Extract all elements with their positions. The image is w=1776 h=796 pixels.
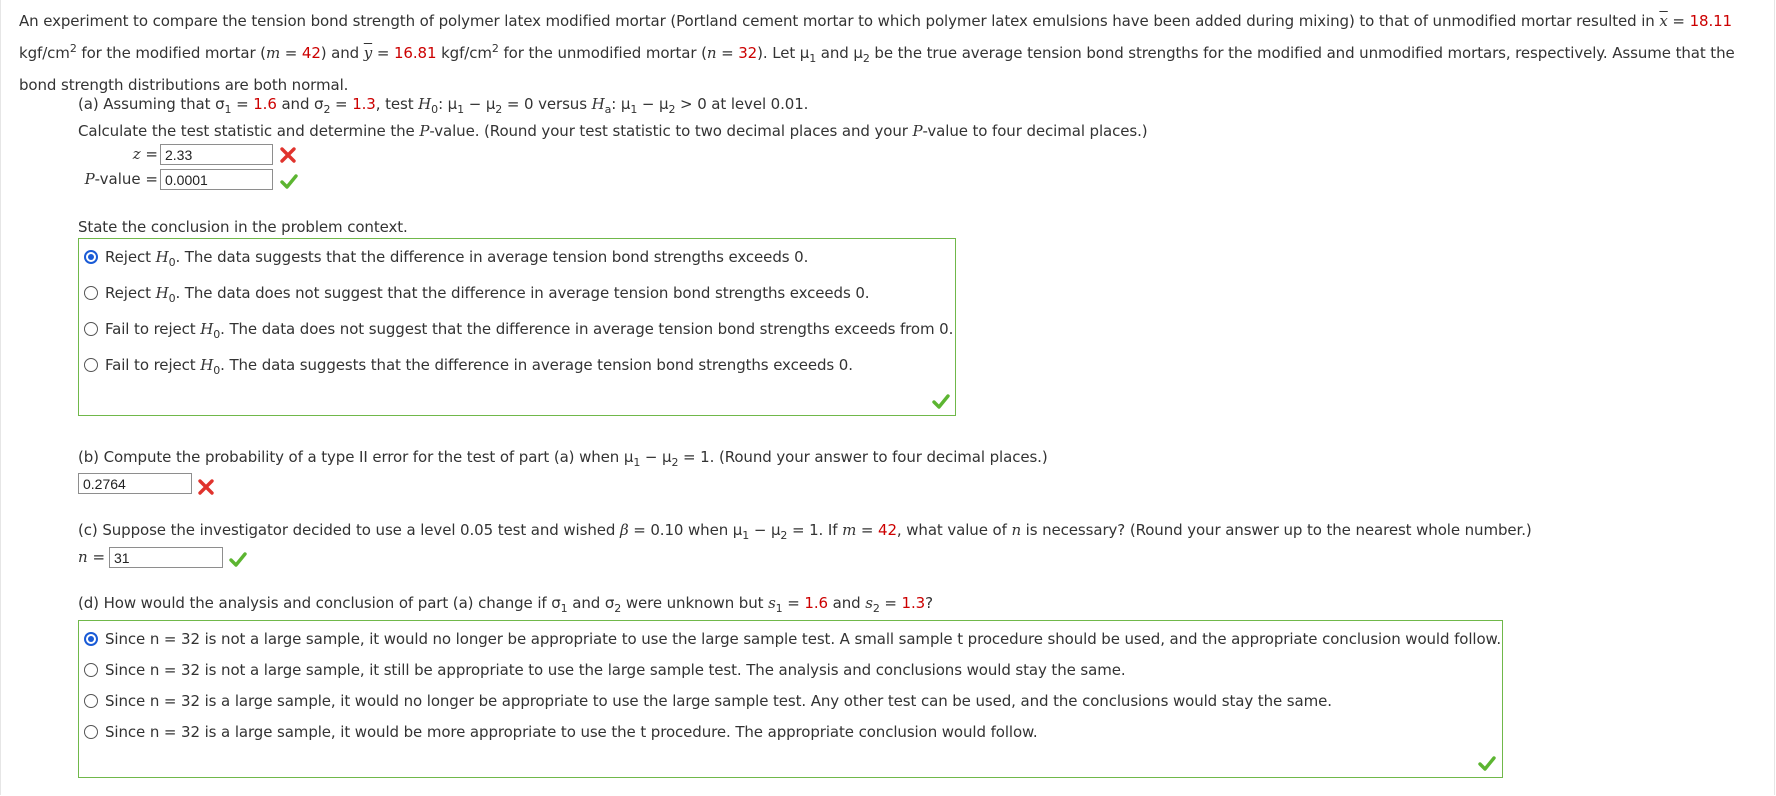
- z-input[interactable]: 2.33: [160, 144, 273, 165]
- conclusion-prompt: State the conclusion in the problem context.: [78, 218, 408, 236]
- radio[interactable]: [84, 358, 98, 372]
- part-d-option-1[interactable]: Since n = 32 is not a large sample, it would no longer be appropriate to use the large sample test. A small sample t procedure should be used, and the appropriate conclusion would follow.: [84, 630, 1501, 648]
- problem-statement: An experiment to compare the tension bond strength of polymer latex modified mortar (Portland cement mortar to which polymer latex emulsions have been added during mixing) to that of unmodified mortar resulted in $\overline{x} = 18.11$ kgf/$cm^2$ for the modified mortar (m = 42) and $\overline{y} = 16.81$ kgf/$cm^2$ for the unmodified mortar (n = 32). Let $\mu_1$ and $\mu_2$ be the true average tension bond strengths for the modified and unmodified mortars, respectively. Assume that the bond strength distributions are both normal.: [19, 12, 1735, 94]
- cross-icon: [279, 146, 297, 164]
- part-a-option-2[interactable]: Reject $H_0$. The data does not suggest that the difference in average tension bond strengths exceeds 0.: [84, 284, 869, 305]
- z-label: z =: [132, 145, 158, 163]
- check-icon: [1478, 754, 1496, 772]
- radio[interactable]: [84, 322, 98, 336]
- part-a-question: (a) Assuming that $\sigma_1 = 1.6$ and $\sigma_2 = 1.3$, test $H_0$: $\mu_1 - \mu_2 = 0$ versus $H_a$: $\mu_1 - \mu_2 > 0$ at level 0.01.: [78, 95, 809, 116]
- radio-selected[interactable]: [84, 632, 98, 646]
- check-icon: [932, 392, 950, 410]
- part-a-choices: [78, 238, 956, 416]
- check-icon: [280, 172, 298, 190]
- type-ii-error-input[interactable]: 0.2764: [78, 473, 192, 494]
- sample-size-input[interactable]: 31: [109, 547, 223, 568]
- part-d-option-4[interactable]: Since n = 32 is a large sample, it would be more appropriate to use the t procedure. The appropriate conclusion would follow.: [84, 723, 1038, 741]
- part-a-option-4[interactable]: Fail to reject $H_0$. The data suggests that the difference in average tension bond strengths exceeds 0.: [84, 356, 853, 377]
- part-a-option-3[interactable]: Fail to reject $H_0$. The data does not suggest that the difference in average tension bond strengths exceeds from 0.: [84, 320, 953, 341]
- radio[interactable]: [84, 663, 98, 677]
- n-label: n =: [78, 548, 106, 566]
- p-value-input[interactable]: 0.0001: [160, 169, 273, 190]
- part-b-question: (b) Compute the probability of a type II error for the test of part (a) when $\mu_1 - \mu_2 = 1$. (Round your answer to four decimal places.): [78, 448, 1048, 469]
- part-d-choices: [78, 620, 1503, 778]
- part-a-option-1[interactable]: Reject $H_0$. The data suggests that the difference in average tension bond strengths exceeds 0.: [84, 248, 808, 269]
- cross-icon: [197, 478, 215, 496]
- part-d-option-3[interactable]: Since n = 32 is a large sample, it would no longer be appropriate to use the large sample test. Any other test can be used, and the conclusions would stay the same.: [84, 692, 1332, 710]
- radio-selected[interactable]: [84, 250, 98, 264]
- part-c-question: (c) Suppose the investigator decided to use a level 0.05 test and wished β = 0.10 when $\mu_1 - \mu_2 = 1$. If m = 42, what value of n is necessary? (Round your answer up to the nearest whole number.): [78, 521, 1532, 542]
- p-value-label: P-value =: [84, 170, 158, 188]
- part-d-question: (d) How would the analysis and conclusion of part (a) change if $\sigma_1$ and $\sigma_2$ were unknown but $s_1 = 1.6$ and $s_2 = 1.3$?: [78, 594, 933, 615]
- part-a-instruction: Calculate the test statistic and determine the P-value. (Round your test statistic to two decimal places and your P-value to four decimal places.): [78, 122, 1148, 140]
- radio[interactable]: [84, 694, 98, 708]
- part-d-option-2[interactable]: Since n = 32 is not a large sample, it still be appropriate to use the large sample test. The analysis and conclusions would stay the same.: [84, 661, 1126, 679]
- check-icon: [229, 550, 247, 568]
- radio[interactable]: [84, 725, 98, 739]
- radio[interactable]: [84, 286, 98, 300]
